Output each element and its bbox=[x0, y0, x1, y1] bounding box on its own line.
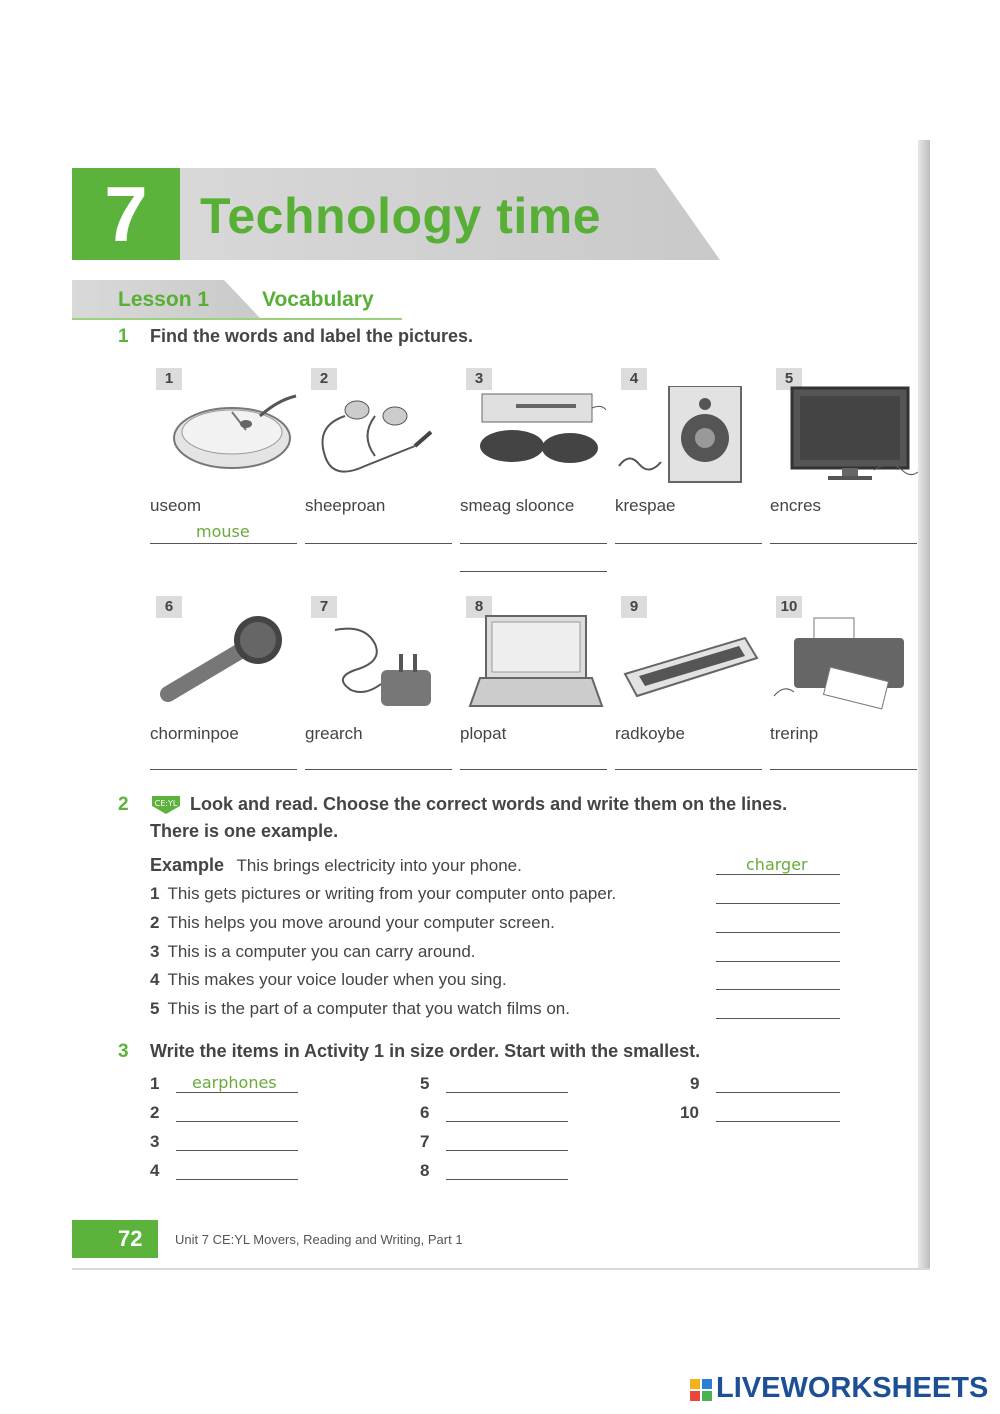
answer-line-7[interactable] bbox=[305, 769, 452, 770]
slot-number: 4 bbox=[150, 1161, 160, 1180]
picture-item-7 bbox=[305, 596, 453, 796]
scrambled-word: krespae bbox=[615, 496, 676, 515]
question-number: 1 bbox=[150, 884, 160, 903]
slot-line[interactable] bbox=[176, 1121, 298, 1122]
activity-2-number: 2 bbox=[118, 794, 129, 815]
scrambled-word: smeag sloonce bbox=[460, 496, 575, 515]
scrambled-word: radkoybe bbox=[615, 724, 685, 743]
question-row bbox=[150, 942, 476, 962]
charger-icon bbox=[305, 614, 453, 714]
answer-line-3b[interactable] bbox=[460, 571, 607, 572]
activity-1-number: 1 bbox=[118, 326, 129, 347]
page-number-box bbox=[72, 1220, 158, 1258]
keyboard-icon bbox=[615, 614, 763, 714]
question-text: This makes your voice louder when you sing. bbox=[167, 970, 507, 989]
footer-text: Unit 7 CE:YL Movers, Reading and Writing, Part 1 bbox=[175, 1232, 463, 1247]
example-row bbox=[150, 855, 522, 876]
question-text: This gets pictures or writing from your computer onto paper. bbox=[167, 884, 617, 903]
svg-text:CE:YL: CE:YL bbox=[154, 799, 178, 808]
scrambled-word: chorminpoe bbox=[150, 724, 239, 743]
slot-number: 1 bbox=[150, 1074, 160, 1093]
answer-line-8[interactable] bbox=[460, 769, 607, 770]
page-bottom-edge bbox=[72, 1268, 930, 1270]
ceyl-badge-icon bbox=[150, 792, 182, 814]
item-number: 5 bbox=[776, 368, 802, 390]
slot-number: 8 bbox=[420, 1161, 430, 1180]
question-answer-line[interactable] bbox=[716, 961, 840, 962]
page-number: 72 bbox=[118, 1226, 143, 1251]
slot-number: 5 bbox=[420, 1074, 430, 1093]
activity-2-instruction: Look and read. Choose the correct words and write them on the lines. bbox=[190, 794, 788, 814]
earphones-icon bbox=[305, 386, 453, 486]
activity-3-instruction: Write the items in Activity 1 in size order. Start with the smallest. bbox=[150, 1041, 701, 1061]
liveworksheets-logo-icon bbox=[690, 1379, 712, 1401]
question-row bbox=[150, 970, 507, 990]
lesson-label: Lesson 1 bbox=[118, 288, 210, 311]
item-number: 1 bbox=[156, 368, 182, 390]
scrambled-word: plopat bbox=[460, 724, 507, 743]
lesson-topic: Vocabulary bbox=[262, 288, 374, 311]
answer-line-3a[interactable] bbox=[460, 543, 607, 544]
picture-item-8 bbox=[460, 596, 608, 796]
slot-line[interactable] bbox=[176, 1179, 298, 1180]
scrambled-word: trerinp bbox=[770, 724, 819, 743]
item-number: 10 bbox=[776, 596, 802, 618]
example-answer: charger bbox=[746, 855, 808, 874]
laptop-icon bbox=[460, 614, 608, 714]
scrambled-word: sheeproan bbox=[305, 496, 386, 515]
question-text: This helps you move around your computer screen. bbox=[167, 913, 555, 932]
item-number: 6 bbox=[156, 596, 182, 618]
question-number: 2 bbox=[150, 913, 160, 932]
speaker-icon bbox=[615, 386, 763, 486]
slot-number: 9 bbox=[690, 1074, 700, 1093]
slot-line[interactable] bbox=[446, 1121, 568, 1122]
mouse-icon bbox=[150, 386, 298, 486]
page-title: Technology time bbox=[200, 188, 602, 244]
question-row bbox=[150, 999, 570, 1019]
question-answer-line[interactable] bbox=[716, 903, 840, 904]
example-label: Example bbox=[150, 855, 225, 875]
question-answer-line[interactable] bbox=[716, 1018, 840, 1019]
question-number: 4 bbox=[150, 970, 160, 989]
picture-item-6 bbox=[150, 596, 298, 796]
answer-line-4[interactable] bbox=[615, 543, 762, 544]
question-text: This is a computer you can carry around. bbox=[167, 942, 476, 961]
scrambled-word: grearch bbox=[305, 724, 363, 743]
slot-line[interactable] bbox=[446, 1150, 568, 1151]
picture-item-3 bbox=[460, 368, 608, 568]
liveworksheets-brand[interactable]: LIVEWORKSHEETS bbox=[716, 1372, 989, 1404]
answer-text: mouse bbox=[196, 522, 250, 541]
item-number: 8 bbox=[466, 596, 492, 618]
slot-number: 3 bbox=[150, 1132, 160, 1151]
picture-item-4 bbox=[615, 368, 763, 568]
printer-icon bbox=[770, 614, 918, 714]
slot-number: 6 bbox=[420, 1103, 430, 1122]
picture-item-9 bbox=[615, 596, 763, 796]
slot-number: 2 bbox=[150, 1103, 160, 1122]
page-edge bbox=[918, 140, 930, 1270]
microphone-icon bbox=[150, 614, 298, 714]
activity-1-instruction: Find the words and label the pictures. bbox=[150, 326, 474, 346]
activity-2-instruction-line2: There is one example. bbox=[150, 821, 339, 841]
question-number: 5 bbox=[150, 999, 160, 1018]
item-number: 7 bbox=[311, 596, 337, 618]
lesson-underline bbox=[72, 318, 402, 320]
question-answer-line[interactable] bbox=[716, 932, 840, 933]
item-number: 2 bbox=[311, 368, 337, 390]
example-text: This brings electricity into your phone. bbox=[236, 856, 522, 875]
slot-line[interactable] bbox=[446, 1092, 568, 1093]
unit-number: 7 bbox=[104, 170, 148, 258]
slot-line[interactable] bbox=[176, 1092, 298, 1093]
game-console-icon bbox=[460, 386, 608, 486]
answer-line-6[interactable] bbox=[150, 769, 297, 770]
example-answer-line bbox=[716, 874, 840, 875]
answer-line-2[interactable] bbox=[305, 543, 452, 544]
slot-line[interactable] bbox=[716, 1121, 840, 1122]
question-answer-line[interactable] bbox=[716, 989, 840, 990]
question-number: 3 bbox=[150, 942, 160, 961]
scrambled-word: encres bbox=[770, 496, 822, 515]
answer-line-1[interactable] bbox=[150, 543, 297, 544]
activity-3-number: 3 bbox=[118, 1041, 129, 1062]
slot-number: 7 bbox=[420, 1132, 430, 1151]
scrambled-word: useom bbox=[150, 496, 202, 515]
slot-line[interactable] bbox=[716, 1092, 840, 1093]
item-number: 4 bbox=[621, 368, 647, 390]
slot-line[interactable] bbox=[176, 1150, 298, 1151]
slot-number: 10 bbox=[680, 1103, 699, 1122]
answer-line-9[interactable] bbox=[615, 769, 762, 770]
answer-line-10[interactable] bbox=[770, 769, 917, 770]
slot-answer: earphones bbox=[192, 1073, 277, 1092]
slot-line[interactable] bbox=[446, 1179, 568, 1180]
picture-item-5 bbox=[770, 368, 918, 568]
answer-line-5[interactable] bbox=[770, 543, 917, 544]
item-number: 3 bbox=[466, 368, 492, 390]
screen-icon bbox=[770, 386, 918, 486]
question-row bbox=[150, 884, 616, 904]
question-text: This is the part of a computer that you watch films on. bbox=[167, 999, 570, 1018]
picture-item-2 bbox=[305, 368, 453, 568]
picture-item-10 bbox=[770, 596, 918, 796]
item-number: 9 bbox=[621, 596, 647, 618]
question-row bbox=[150, 913, 555, 933]
